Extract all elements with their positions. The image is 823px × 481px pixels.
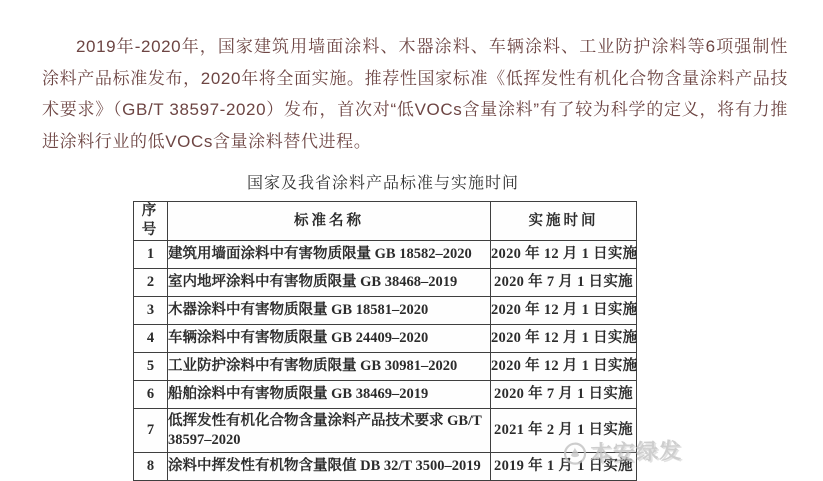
row-no: 6 <box>134 381 168 409</box>
table-row <box>134 381 637 409</box>
row-no: 2 <box>134 269 168 297</box>
table-row <box>134 269 637 297</box>
implementation-date: 2019 年 1 月 1 日实施 <box>491 453 637 481</box>
standard-name: 涂料中挥发性有机物含量限值 DB 32/T 3500–2019 <box>168 453 491 481</box>
standard-name: 木器涂料中有害物质限量 GB 18581–2020 <box>168 297 491 325</box>
standard-name: 室内地坪涂料中有害物质限量 GB 38468–2019 <box>168 269 491 297</box>
table-title: 国家及我省涂料产品标准与实施时间 <box>246 175 519 192</box>
implementation-date: 2020 年 7 月 1 日实施 <box>491 381 637 409</box>
table-row <box>134 353 637 381</box>
standard-name: 船舶涂料中有害物质限量 GB 38469–2019 <box>168 381 491 409</box>
row-no: 4 <box>134 325 168 353</box>
article-paragraph: 2019年-2020年，国家建筑用墙面涂料、木器涂料、车辆涂料、工业防护涂料等6项强制性涂料产品标准发布，2020年将全面实施。推荐性国家标准《低挥发性有机化合物含量涂料产品技术要求》（GB/T 38597-2020）发布，首次对“低VOCs含量涂料”有了较为科学的定义，将有力推进涂料行业的低VOCs含量涂料替代进程。 <box>42 37 788 151</box>
implementation-date: 2020 年 7 月 1 日实施 <box>491 269 637 297</box>
table-header-row <box>134 202 637 241</box>
implementation-date: 2020 年 12 月 1 日实施 <box>491 241 637 269</box>
row-no: 1 <box>134 241 168 269</box>
implementation-date: 2021 年 2 月 1 日实施 <box>491 409 637 453</box>
header-no: 序号 <box>134 202 168 241</box>
header-date: 实施时间 <box>491 202 637 241</box>
watermark-text: 本安绿发 <box>589 437 683 467</box>
table-row <box>134 325 637 353</box>
standards-table <box>133 201 637 481</box>
row-no: 7 <box>134 409 168 453</box>
standard-name: 建筑用墙面涂料中有害物质限量 GB 18582–2020 <box>168 241 491 269</box>
table-row <box>134 241 637 269</box>
table-row <box>134 409 637 453</box>
standard-name: 低挥发性有机化合物含量涂料产品技术要求 GB/T 38597–2020 <box>168 409 491 453</box>
row-no: 5 <box>134 353 168 381</box>
standard-name: 车辆涂料中有害物质限量 GB 24409–2020 <box>168 325 491 353</box>
table-row <box>134 453 637 481</box>
implementation-date: 2020 年 12 月 1 日实施 <box>491 325 637 353</box>
table-row <box>134 297 637 325</box>
row-no: 3 <box>134 297 168 325</box>
standard-name: 工业防护涂料中有害物质限量 GB 30981–2020 <box>168 353 491 381</box>
row-no: 8 <box>134 453 168 481</box>
header-name: 标准名称 <box>168 202 491 241</box>
implementation-date: 2020 年 12 月 1 日实施 <box>491 353 637 381</box>
implementation-date: 2020 年 12 月 1 日实施 <box>491 297 637 325</box>
